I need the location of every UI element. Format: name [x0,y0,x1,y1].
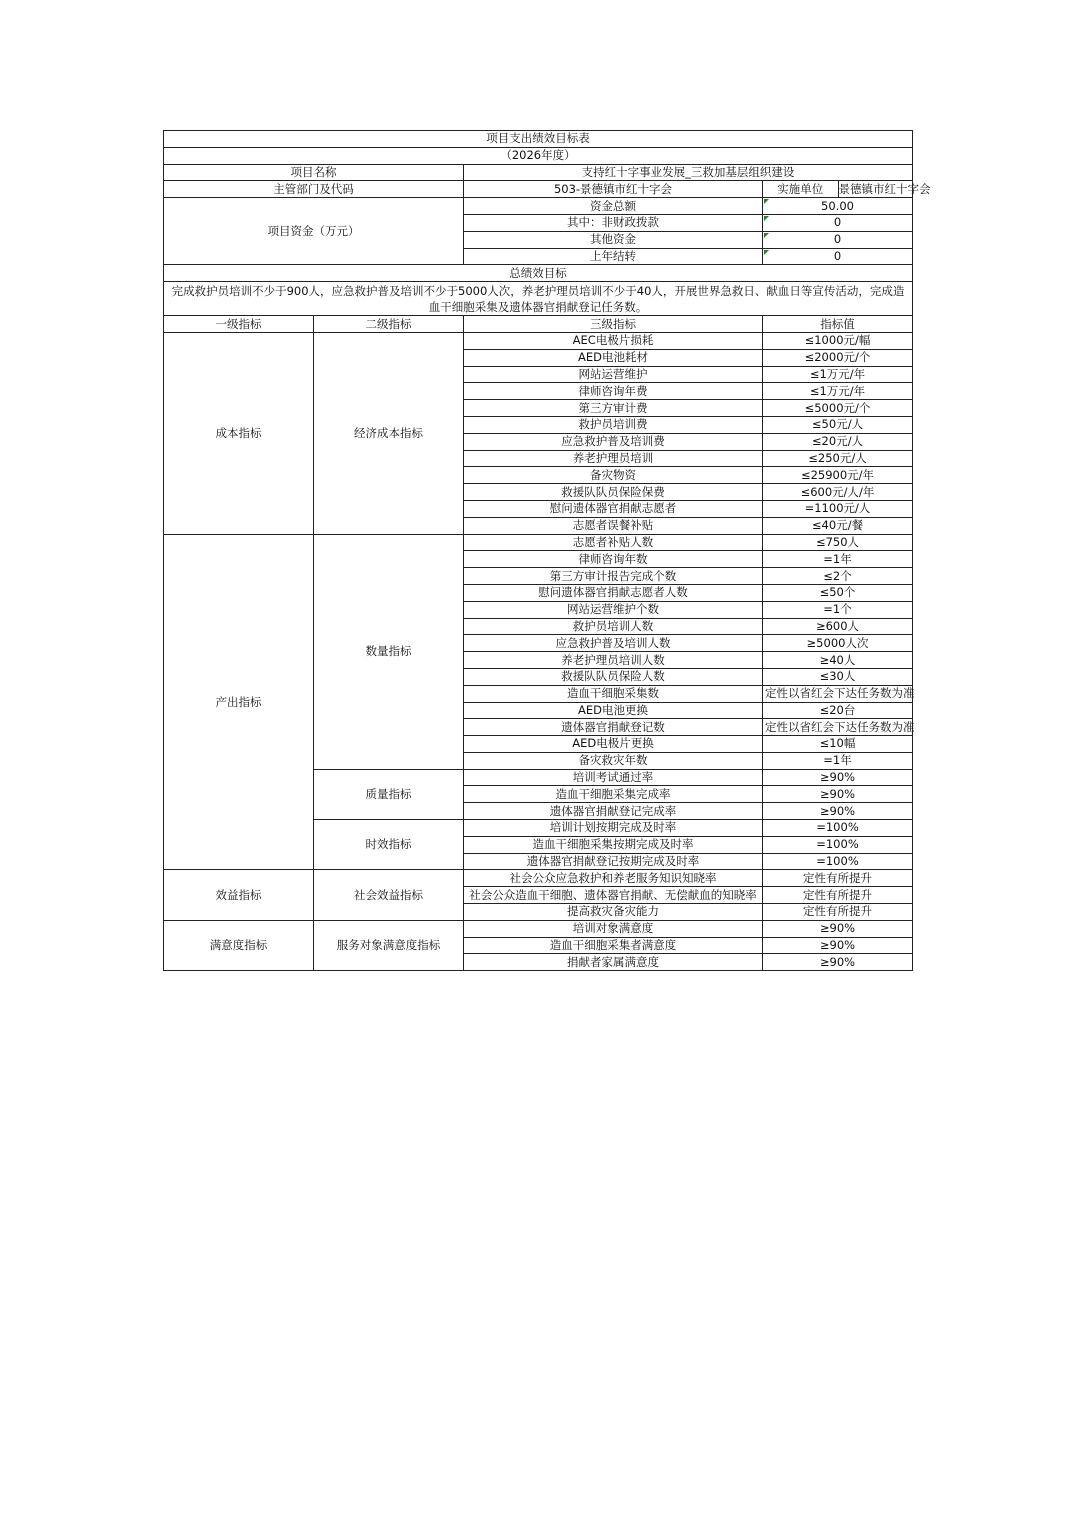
indicator-value: =100% [763,820,913,837]
level3-indicator: 第三方审计报告完成个数 [464,568,763,585]
level3-indicator: 养老护理员培训人数 [464,652,763,669]
column-header-level2: 二级指标 [314,316,464,333]
level3-indicator: 备灾救灾年数 [464,752,763,769]
level3-indicator: AED电池更换 [464,702,763,719]
indicator-value: ≤2个 [763,568,913,585]
indicator-value: ≤250元/人 [763,450,913,467]
indicator-value: ≤1万元/年 [763,366,913,383]
table-title: 项目支出绩效目标表 [164,131,913,148]
level3-indicator: 备灾物资 [464,467,763,484]
unit-cell [763,181,931,198]
level3-indicator: 应急救护普及培训人数 [464,635,763,652]
level3-indicator: 造血干细胞采集者满意度 [464,937,763,954]
project-name-row [164,164,913,181]
level2-indicator: 时效指标 [314,820,464,870]
project-name-label: 项目名称 [164,164,464,181]
indicator-value: ≤50元/人 [763,416,913,433]
level2-indicator: 数量指标 [314,534,464,769]
level3-indicator: 养老护理员培训 [464,450,763,467]
goal-label: 总绩效目标 [164,265,913,282]
indicator-value: =100% [763,853,913,870]
indicator-value: ≥90% [763,920,913,937]
indicator-value: 定性以省红会下达任务数为准 [763,719,913,736]
indicator-value: ≤2000元/个 [763,349,913,366]
indicator-value: ≥90% [763,786,913,803]
indicator-value: =1年 [763,752,913,769]
indicator-value: 定性有所提升 [763,870,913,887]
level3-indicator: 造血干细胞采集完成率 [464,786,763,803]
column-header-row [164,316,913,333]
indicator-value: ≤1万元/年 [763,383,913,400]
level3-indicator: 志愿者误餐补贴 [464,517,763,534]
indicator-value: =1个 [763,601,913,618]
level3-indicator: 救护员培训费 [464,416,763,433]
level3-indicator: 第三方审计费 [464,400,763,417]
level3-indicator: 慰问遗体器官捐献志愿者 [464,500,763,517]
level1-indicator: 效益指标 [164,870,314,920]
level3-indicator: 慰问遗体器官捐献志愿者人数 [464,584,763,601]
column-header-level1: 一级指标 [164,316,314,333]
unit-label: 实施单位 [763,181,838,197]
level3-indicator: AED电池耗材 [464,349,763,366]
indicator-value: ≥90% [763,954,913,971]
table-year: （2026年度） [164,147,913,164]
fund-row [164,198,913,215]
level3-indicator: 培训计划按期完成及时率 [464,820,763,837]
level3-indicator: 遗体器官捐献登记数 [464,719,763,736]
indicator-value: ≥600人 [763,618,913,635]
level3-indicator: 捐献者家属满意度 [464,954,763,971]
title-row [164,131,913,148]
level2-indicator: 服务对象满意度指标 [314,920,464,970]
level1-indicator: 成本指标 [164,332,314,534]
level3-indicator: AEC电极片损耗 [464,332,763,349]
level3-indicator: 网站运营维护个数 [464,601,763,618]
level1-indicator: 产出指标 [164,534,314,870]
indicator-row [164,534,913,551]
project-name-value: 支持红十字事业发展_三救加基层组织建设 [464,164,913,181]
indicator-value: ≤1000元/幅 [763,332,913,349]
level3-indicator: 提高救灾备灾能力 [464,904,763,921]
fund-carryover-label: 上年结转 [464,248,763,265]
fund-label: 项目资金（万元） [164,198,464,265]
year-row [164,147,913,164]
level3-indicator: 律师咨询年数 [464,551,763,568]
level3-indicator: 社会公众造血干细胞、遗体器官捐献、无偿献血的知晓率 [464,887,763,904]
level3-indicator: 遗体器官捐献登记按期完成及时率 [464,853,763,870]
level3-indicator: 应急救护普及培训费 [464,433,763,450]
fund-other-value: 0 [763,231,913,248]
indicator-value: ≥40人 [763,652,913,669]
level3-indicator: 救护员培训人数 [464,618,763,635]
department-row [164,181,913,198]
indicator-value: ≥5000人次 [763,635,913,652]
indicator-value: =1年 [763,551,913,568]
indicator-value: 定性有所提升 [763,887,913,904]
indicator-value: 定性以省红会下达任务数为准 [763,685,913,702]
level3-indicator: 造血干细胞采集按期完成及时率 [464,836,763,853]
indicator-value: ≤750人 [763,534,913,551]
fund-total-label: 资金总额 [464,198,763,215]
fund-nonfiscal-value: 0 [763,214,913,231]
indicator-value: 定性有所提升 [763,904,913,921]
level3-indicator: 律师咨询年费 [464,383,763,400]
department-value: 503-景德镇市红十字会 [464,181,763,198]
unit-subtable [763,181,931,197]
indicator-row [164,920,913,937]
department-label: 主管部门及代码 [164,181,464,198]
indicator-value: ≤20元/人 [763,433,913,450]
level3-indicator: 救援队队员保险人数 [464,668,763,685]
indicator-value: ≤25900元/年 [763,467,913,484]
fund-total-value: 50.00 [763,198,913,215]
indicator-value: =1100元/人 [763,500,913,517]
level3-indicator: 社会公众应急救护和养老服务知识知晓率 [464,870,763,887]
fund-nonfiscal-label: 其中：非财政拨款 [464,214,763,231]
indicator-value: ≤5000元/个 [763,400,913,417]
indicator-row [164,332,913,349]
level2-indicator: 质量指标 [314,769,464,819]
indicator-value: ≥90% [763,937,913,954]
goal-text-row [164,282,913,316]
unit-value: 景德镇市红十字会 [838,181,931,196]
performance-goal-table [163,130,931,971]
fund-other-label: 其他资金 [464,231,763,248]
column-header-level3: 三级指标 [464,316,763,333]
level3-indicator: 培训考试通过率 [464,769,763,786]
indicator-value: ≤10幅 [763,736,913,753]
level2-indicator: 经济成本指标 [314,332,464,534]
indicator-value: ≤50个 [763,584,913,601]
indicator-value: ≥90% [763,803,913,820]
indicator-value: ≤30人 [763,668,913,685]
level3-indicator: 网站运营维护 [464,366,763,383]
goal-label-row [164,265,913,282]
level3-indicator: AED电极片更换 [464,736,763,753]
indicator-value: ≤20台 [763,702,913,719]
fund-carryover-value: 0 [763,248,913,265]
level2-indicator: 社会效益指标 [314,870,464,920]
indicator-value: ≥90% [763,769,913,786]
indicator-row [164,870,913,887]
goal-text: 完成救护员培训不少于900人，应急救护普及培训不少于5000人次，养老护理员培训不少于40人，开展世界急救日、献血日等宣传活动，完成造血干细胞采集及遗体器官捐献登记任务数。 [164,282,913,316]
column-header-value: 指标值 [763,316,913,333]
level3-indicator: 培训对象满意度 [464,920,763,937]
level3-indicator: 遗体器官捐献登记完成率 [464,803,763,820]
level3-indicator: 救援队队员保险保费 [464,484,763,501]
indicator-value: ≤600元/人/年 [763,484,913,501]
level3-indicator: 志愿者补贴人数 [464,534,763,551]
indicator-value: ≤40元/餐 [763,517,913,534]
level1-indicator: 满意度指标 [164,920,314,970]
level3-indicator: 造血干细胞采集数 [464,685,763,702]
indicator-value: =100% [763,836,913,853]
